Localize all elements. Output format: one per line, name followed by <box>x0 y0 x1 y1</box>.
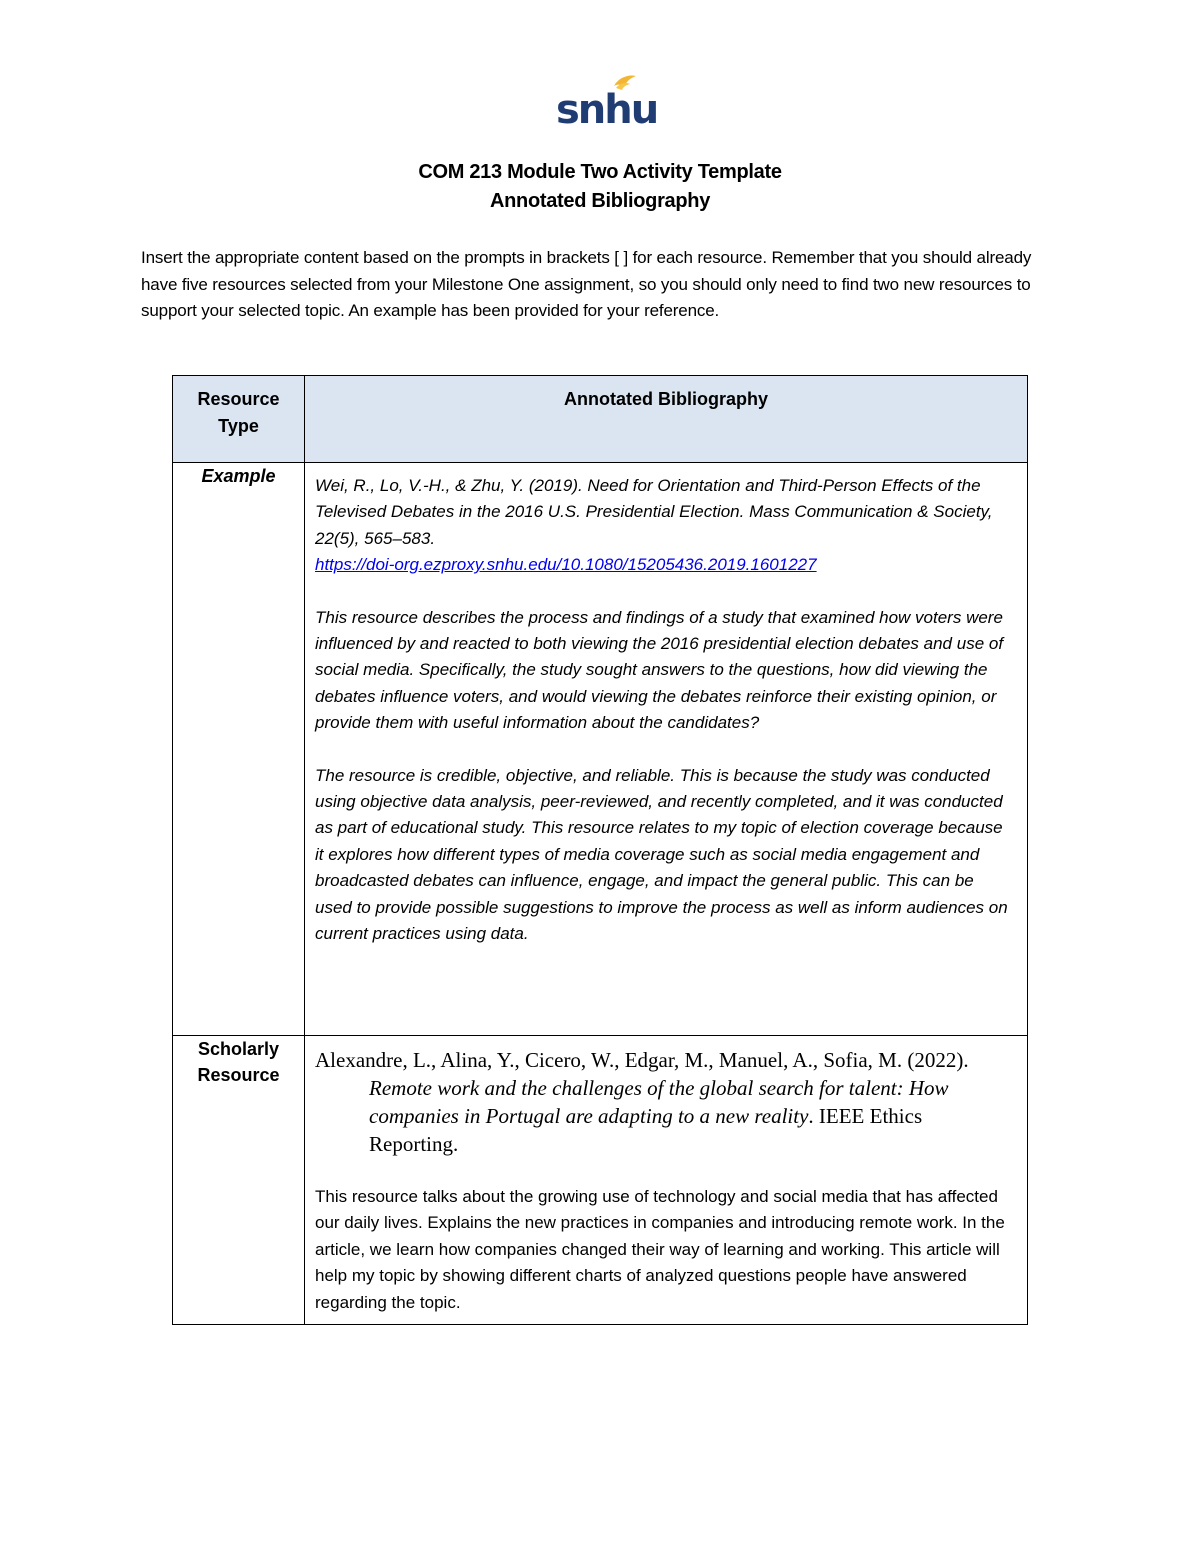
page-title <box>0 158 1200 216</box>
table-header-row <box>173 376 1028 463</box>
logo-wordmark: snhu <box>556 87 658 133</box>
example-citation: Wei, R., Lo, V.-H., & Zhu, Y. (2019). Need for Orientation and Third-Person Effects of the Televised Debates in the 2016 U.S. Presidential Election. Mass Communication & Society, 22(5), 565–583. <box>315 476 993 548</box>
scholarly-annotation: This resource talks about the growing use of technology and social media that has affected our daily lives. Explains the new practices in companies and introducing remote work. In the article, we learn how companies changed their way of learning and working. This article will help my topic by showing different charts of analyzed questions people have answered regarding the topic. <box>315 1187 1005 1312</box>
example-content <box>305 463 1028 1036</box>
intro-paragraph: Insert the appropriate content based on the prompts in brackets [ ] for each resource. Remember that you should already have five resources selected from your Milestone One assignment, so you should only need to find two new resources to support your selected topic. An example has been provided for your reference. <box>141 248 1032 320</box>
row-type-example: Example <box>173 463 305 1036</box>
header-resource-type: Resource Type <box>173 376 305 463</box>
table-row <box>173 1036 1028 1325</box>
citation-authors: Alexandre, L., Alina, Y., Cicero, W., Edgar, M., Manuel, A., Sofia, M. (2022). <box>315 1048 969 1072</box>
header-annotated-bibliography: Annotated Bibliography <box>305 376 1028 463</box>
doi-link[interactable]: https://doi-org.ezproxy.snhu.edu/10.1080/15205436.2019.1601227 <box>315 555 817 575</box>
example-summary: This resource describes the process and findings of a study that examined how voters were influenced by and reacted to both viewing the 2016 presidential election debates and use of social media. Specifically, the study sought answers to the questions, how did viewing the debates influence voters, and would viewing the debates reinforce their existing opinion, or provide them with useful information about the candidates? <box>315 607 1004 733</box>
row-type-scholarly: Scholarly Resource <box>173 1036 305 1325</box>
scholarly-citation <box>315 1046 1015 1158</box>
example-evaluation: The resource is credible, objective, and reliable. This is because the study was conducted using objective data analysis, peer-reviewed, and recently completed, and it was conducted as part of educational study. This resource relates to my topic of election coverage because it explores how different types of media coverage such as social media engagement and broadcasted debates can influence, engage, and impact the general public. This can be used to provide possible suggestions to improve the process as well as inform audiences on current practices using data. <box>315 765 1008 944</box>
snhu-logo <box>556 74 658 133</box>
citation-title: Remote work and the challenges of the global search for talent: How companies in Portugal are adapting to a new reality <box>369 1076 949 1128</box>
table-row <box>173 463 1028 1036</box>
title-line-2: Annotated Bibliography <box>489 190 711 212</box>
title-line-1: COM 213 Module Two Activity Template <box>418 161 782 183</box>
bibliography-table <box>172 375 1028 1325</box>
citation-source: IEEE Ethics Reporting. <box>369 1104 923 1156</box>
citation-period: . <box>808 1104 819 1128</box>
scholarly-content <box>305 1036 1028 1325</box>
